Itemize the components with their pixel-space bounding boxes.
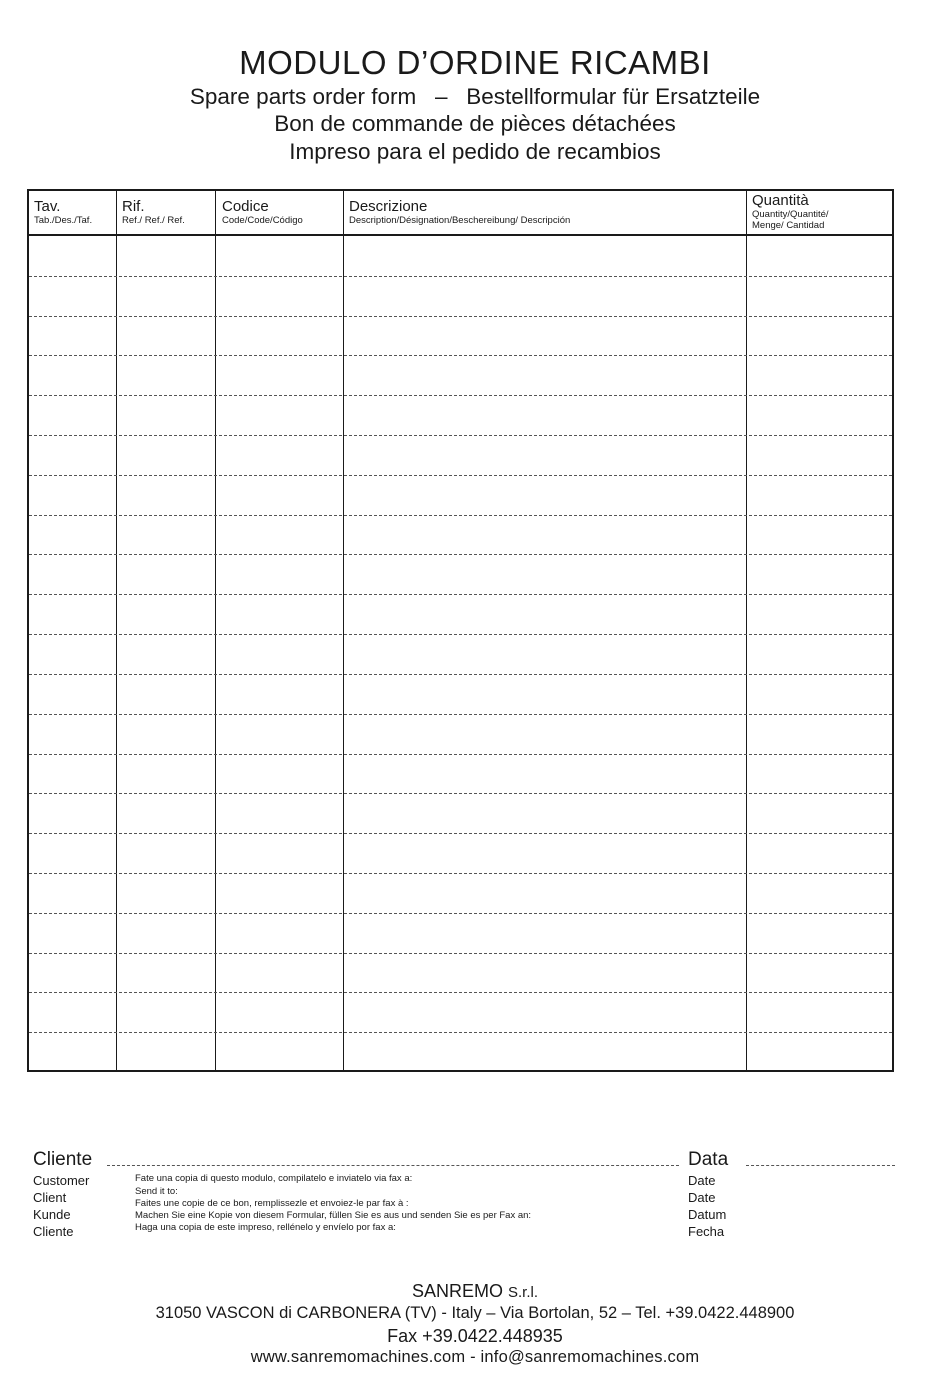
header-rif-label: Rif. (122, 198, 145, 215)
cliente-label: Cliente (33, 1149, 93, 1170)
table-row-separator (29, 475, 892, 476)
table-row-separator (29, 1032, 892, 1033)
instruction-de: Machen Sie eine Kopie von diesem Formular, füllen Sie es aus und senden Sie es per Fax an: (135, 1210, 532, 1221)
instruction-en: Send it to: (135, 1186, 178, 1197)
instruction-it: Fate una copia di questo modulo, compilatelo e inviatelo via fax a: (135, 1173, 413, 1184)
header-rif (122, 191, 185, 226)
cliente-translation-es: Cliente (33, 1224, 74, 1239)
table-row-separator (29, 634, 892, 635)
data-translation-en: Date (688, 1173, 716, 1188)
company-brand: SANREMO (411, 1281, 503, 1301)
header-descrizione-sub: Description/Désignation/Beschereibung/ Descripción (349, 215, 571, 226)
table-row-separator (29, 355, 892, 356)
header-tav-sub: Tab./Des./Taf. (34, 215, 93, 226)
table-row-separator (29, 953, 892, 954)
header-descrizione (349, 191, 570, 226)
company-name (0, 1281, 950, 1302)
instruction-es: Haga una copia de este impreso, rellénelo y envíelo por fax a: (135, 1222, 396, 1233)
header-quantita-sub-1: Quantity/Quantité/ (752, 209, 829, 220)
table-row-separator (29, 276, 892, 277)
table-row-separator (29, 674, 892, 675)
table-row-separator (29, 594, 892, 595)
order-table (27, 189, 894, 1072)
header-tav (34, 191, 92, 226)
header-rule (29, 234, 892, 236)
table-row-separator (29, 913, 892, 914)
header-quantita (752, 191, 829, 231)
table-row-separator (29, 754, 892, 755)
company-suffix: S.r.l. (508, 1284, 539, 1301)
subtitle-en-de: Spare parts order form – Bestellformular für Ersatzteile (189, 84, 761, 109)
header-descrizione-label: Descrizione (349, 198, 428, 215)
table-row-separator (29, 515, 892, 516)
cliente-translation-fr: Client (33, 1190, 67, 1205)
instruction-fr: Faites une copie de ce bon, remplissezle et envoiez-le par fax à : (135, 1198, 409, 1209)
data-translation-de: Datum (688, 1207, 727, 1222)
header-codice-sub: Code/Code/Código (222, 215, 303, 226)
header-quantita-label: Quantità (752, 192, 809, 209)
table-row-separator (29, 873, 892, 874)
header-codice-label: Codice (222, 198, 269, 215)
data-fill-line[interactable] (746, 1165, 895, 1166)
table-row-separator (29, 395, 892, 396)
company-address: 31050 VASCON di CARBONERA (TV) - Italy – Via Bortolan, 52 – Tel. +39.0422.448900 (155, 1304, 795, 1322)
header-rif-sub: Ref./ Ref./ Ref. (122, 215, 185, 226)
table-row-separator (29, 992, 892, 993)
column-divider (746, 191, 747, 1070)
column-divider (116, 191, 117, 1070)
table-row-separator (29, 793, 892, 794)
cliente-translation-de: Kunde (33, 1207, 71, 1222)
table-row-separator (29, 316, 892, 317)
page-title: MODULO D’ORDINE RICAMBI (239, 44, 711, 81)
table-row-separator (29, 554, 892, 555)
company-web: www.sanremomachines.com - info@sanremomachines.com (250, 1348, 700, 1366)
column-divider (215, 191, 216, 1070)
data-label: Data (688, 1149, 729, 1170)
cliente-translation-en: Customer (33, 1173, 90, 1188)
subtitle-es: Impreso para el pedido de recambios (289, 139, 661, 164)
data-translation-fr: Date (688, 1190, 716, 1205)
table-row-separator (29, 833, 892, 834)
header-quantita-sub-2: Menge/ Cantidad (752, 220, 825, 231)
cliente-fill-line[interactable] (107, 1165, 679, 1166)
company-fax: Fax +39.0422.448935 (387, 1326, 563, 1346)
header-codice (222, 191, 303, 226)
subtitle-fr: Bon de commande de pièces détachées (274, 111, 676, 136)
header-tav-label: Tav. (34, 198, 61, 215)
column-divider (343, 191, 344, 1070)
table-row-separator (29, 435, 892, 436)
table-row-separator (29, 714, 892, 715)
data-translation-es: Fecha (688, 1224, 725, 1239)
